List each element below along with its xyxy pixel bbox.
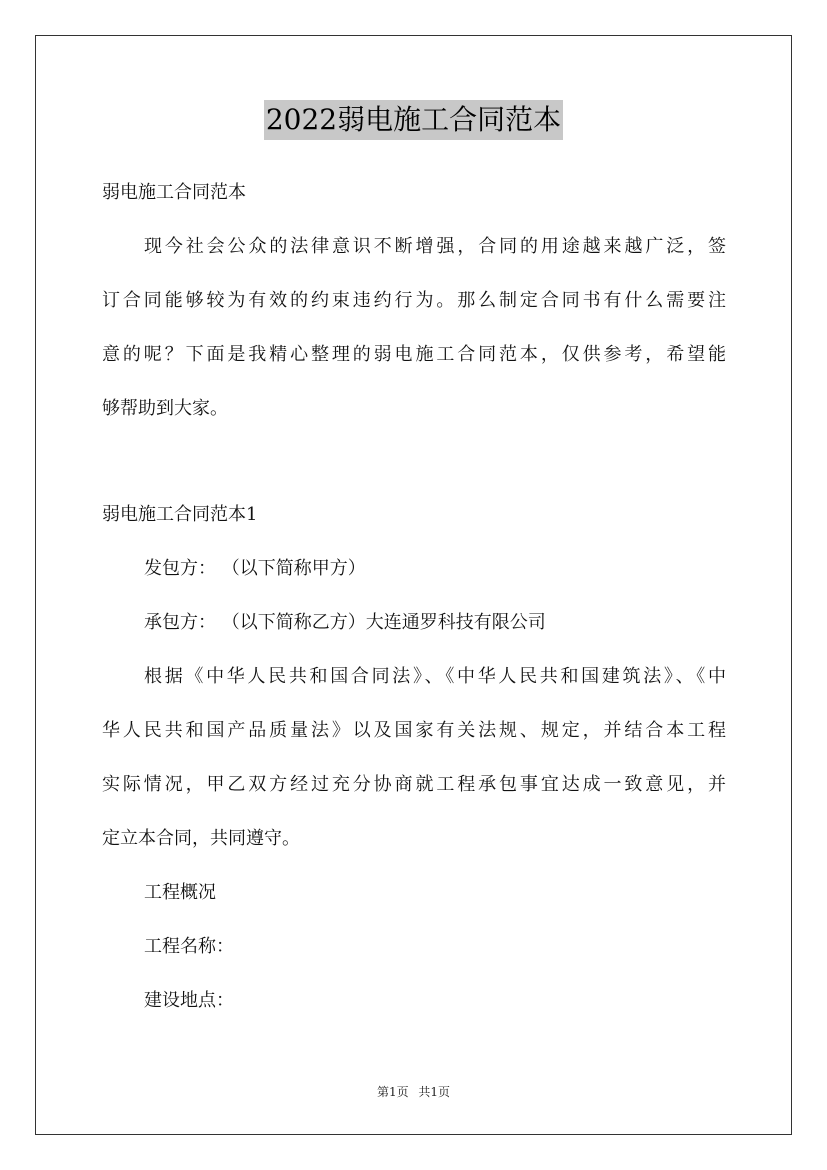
intro-line-3: 意的呢？下面是我精心整理的弱电施工合同范本，仅供参考，希望能 — [102, 344, 726, 365]
document-body — [102, 172, 726, 1034]
basis-line-4: 定立本合同，共同遵守。 — [102, 828, 300, 849]
basis-line-2: 华人民共和国产品质量法》以及国家有关法规、规定，并结合本工程 — [102, 720, 726, 741]
construction-site-line: 建设地点： — [144, 990, 234, 1011]
page-total: 共1页 — [418, 1085, 451, 1099]
basis-line-3: 实际情况，甲乙双方经过充分协商就工程承包事宜达成一致意见，并 — [102, 774, 726, 795]
page-footer — [0, 1082, 827, 1102]
intro-line-4: 够帮助到大家。 — [102, 398, 228, 419]
document-title: 2022弱电施工合同范本 — [264, 100, 563, 140]
contract-heading: 弱电施工合同范本1 — [102, 504, 258, 525]
title-container — [0, 100, 827, 140]
party-a-line: 发包方： （以下简称甲方） — [144, 558, 366, 579]
intro-line-2: 订合同能够较为有效的约束违约行为。那么制定合同书有什么需要注 — [102, 290, 726, 311]
intro-line-1: 现今社会公众的法律意识不断增强，合同的用途越来越广泛，签 — [144, 236, 726, 257]
paragraph-gap — [102, 442, 726, 494]
basis-line-1: 根据《中华人民共和国合同法》、《中华人民共和国建筑法》、《中 — [144, 666, 726, 687]
party-b-line: 承包方： （以下简称乙方）大连通罗科技有限公司 — [144, 612, 546, 633]
project-name-line: 工程名称： — [144, 936, 234, 957]
project-overview-heading: 工程概况 — [144, 882, 216, 903]
page-number: 第1页 — [376, 1085, 409, 1099]
section-heading: 弱电施工合同范本 — [102, 182, 246, 203]
